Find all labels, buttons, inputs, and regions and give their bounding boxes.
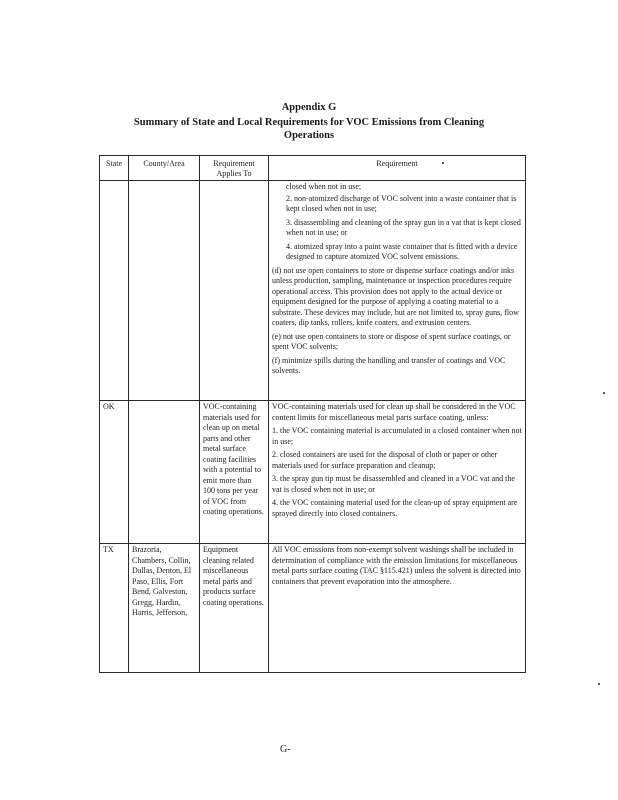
- requirement-paragraph: VOC-containing materials used for clean up shall be considered in the VOC content limits for miscellaneous metal parts surface coating, unless:: [272, 402, 516, 422]
- cell-applies: [200, 181, 269, 401]
- requirement-paragraph: (e) not use open containers to store or dispose of spent surface coatings, or spent VOC solvents;: [272, 331, 511, 351]
- table-row: [100, 544, 526, 673]
- page-number: G-: [280, 744, 291, 755]
- page-title-line1: Summary of State and Local Requirements for VOC Emissions from Cleaning: [133, 117, 485, 128]
- cell-county: Brazoria, Chambers, Collin, Dallas, Denton, El Paso, Ellis, Fort Bend, Galveston, Gregg, Hardin, Harris, Jefferson,: [129, 544, 200, 673]
- cell-applies: VOC-containing materials used for clean up on metal parts and other metal surface coating facilities with a potential to emit more than 100 tons per year of VOC from coating operations.: [200, 401, 269, 544]
- requirement-item: 2. non-atomized discharge of VOC solvent into a waste container that is kept closed when not in use;: [286, 193, 517, 213]
- cell-state: TX: [100, 544, 129, 673]
- requirement-paragraph: (d) not use open containers to store or dispense surface coatings and/or inks unless production, sampling, maintenance or inspection procedures require operational access. This provision does not apply to the actual device or equipment designed for the purpose of applying a coating material to a substrate. These devices may include, but are not limited to, spray guns, flow coaters, dip tanks, rollers, knife coaters, and extrusion centers.: [272, 265, 519, 327]
- cell-requirement: [269, 544, 526, 673]
- scan-speck: [442, 162, 444, 164]
- col-header-requirement: Requirement: [269, 156, 526, 181]
- col-header-state: State: [100, 156, 129, 181]
- requirement-item: 3. the spray gun tip must be disassembled and cleaned in a VOC vat and the vat is closed when not in use; or: [272, 474, 515, 494]
- scan-speck: [598, 683, 600, 685]
- table-row: [100, 181, 526, 401]
- col-header-county: County/Area: [129, 156, 200, 181]
- cell-county: [129, 181, 200, 401]
- requirement-item: 4. atomized spray into a paint waste container that is fitted with a device designed to capture atomized VOC solvent emissions.: [286, 241, 518, 261]
- requirement-item: 4. the VOC containing material used for the clean-up of spray equipment are sprayed directly into closed containers.: [272, 498, 518, 518]
- appendix-label: Appendix G: [281, 102, 337, 113]
- requirement-item: 3. disassembling and cleaning of the spray gun in a vat that is kept closed when not in use; or: [286, 217, 521, 237]
- scan-speck: [603, 392, 605, 394]
- requirements-table: [99, 155, 526, 673]
- requirement-paragraph: (f) minimize spills during the handling and transfer of coatings and VOC solvents.: [272, 355, 506, 375]
- cell-requirement: [269, 401, 526, 544]
- requirement-item: 2. closed containers are used for the disposal of cloth or paper or other materials used for surface preparation and cleanup;: [272, 450, 498, 470]
- cell-state: OK: [100, 401, 129, 544]
- col-header-applies: Requirement Applies To: [200, 156, 269, 181]
- cell-applies: Equipment cleaning related miscellaneous metal parts and products surface coating operations.: [200, 544, 269, 673]
- cell-requirement: [269, 181, 526, 401]
- table-header-row: [100, 156, 526, 181]
- table-row: [100, 401, 526, 544]
- cell-state: [100, 181, 129, 401]
- page-title-line2: Operations: [283, 130, 335, 141]
- requirement-item: 1. the VOC containing material is accumulated in a closed container when not in use;: [272, 426, 522, 446]
- requirement-item: closed when not in use;: [286, 182, 362, 191]
- requirement-paragraph: All VOC emissions from non-exempt solvent washings shall be included in determination of compliance with the emission limitations for miscellaneous metal parts surface coating (TAC §115.421) unless the solvent is directed into containers that prevent evaporation into the atmosphere.: [272, 545, 521, 586]
- cell-county: [129, 401, 200, 544]
